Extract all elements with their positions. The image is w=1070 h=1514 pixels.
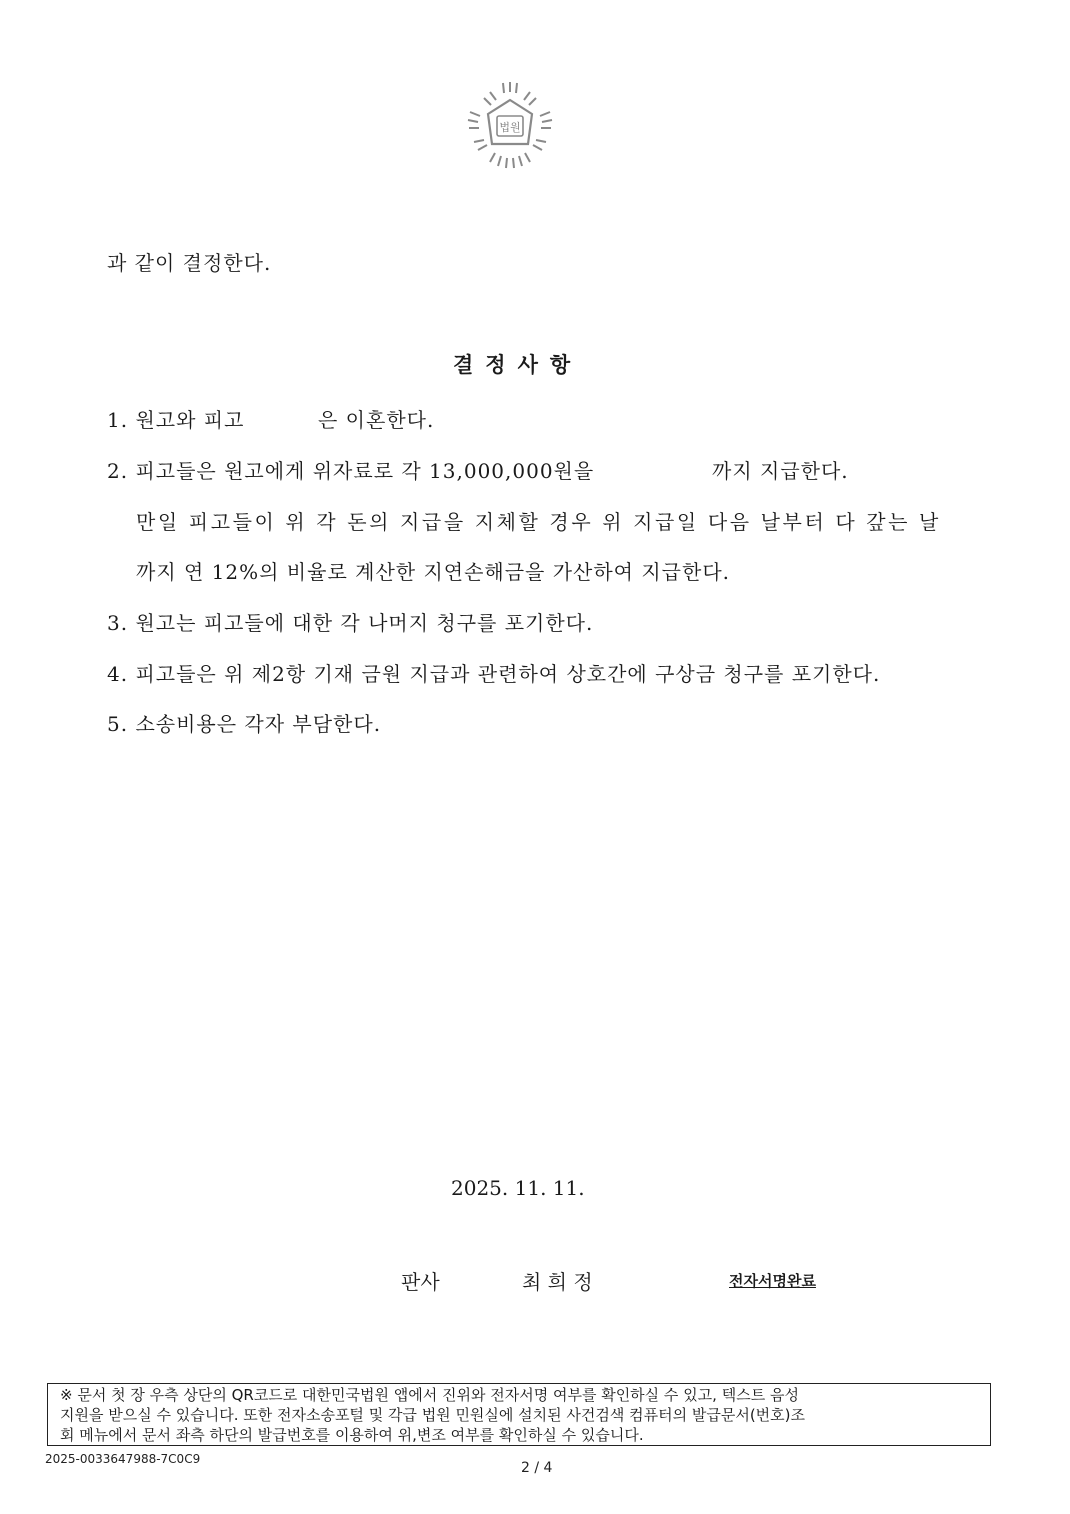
item-2-continuation: 만일 피고들이 위 각 돈의 지급을 지체할 경우 위 지급일 다음 날부터 다 갚는 날 xyxy=(136,510,941,534)
item-number: 4. xyxy=(107,662,129,686)
item-text: 원고는 피고들에 대한 각 나머지 청구를 포기한다. xyxy=(135,611,594,635)
item-number: 2. xyxy=(107,459,129,483)
decision-title: 결정사항 xyxy=(453,352,583,377)
electronic-signature-mark: 전자서명완료 xyxy=(729,1272,816,1290)
item-number: 5. xyxy=(107,712,129,736)
judge-title: 판사 xyxy=(401,1270,440,1294)
intro-text: 과 같이 결정한다. xyxy=(107,251,272,275)
item-text: 피고들은 위 제2항 기재 금원 지급과 관련하여 상호간에 구상금 청구를 포기한다. xyxy=(135,662,881,686)
notice-line: 회 메뉴에서 문서 좌측 하단의 발급번호를 이용하여 위,변조 여부를 확인하실 수 있습니다. xyxy=(60,1426,644,1444)
issue-number: 2025-0033647988-7C0C9 xyxy=(45,1452,201,1466)
seal-text: 법원 xyxy=(499,121,521,134)
item-2-continuation: 까지 연 12%의 비율로 계산한 지연손해금을 가산하여 지급한다. xyxy=(136,560,730,584)
judge-name: 최 희 정 xyxy=(522,1270,593,1294)
page-number: 2 / 4 xyxy=(521,1460,553,1476)
item-2-tail: 까지 지급한다. xyxy=(712,459,849,483)
item-3 xyxy=(107,607,593,636)
court-seal-emblem xyxy=(460,78,560,174)
item-4 xyxy=(107,658,880,687)
notice-line: ※ 문서 첫 장 우측 상단의 QR코드로 대한민국법원 앱에서 진위와 전자서명 여부를 확인하실 수 있고, 텍스트 음성 xyxy=(60,1386,799,1404)
item-2 xyxy=(107,455,594,484)
notice-line: 지원을 받으실 수 있습니다. 또한 전자소송포털 및 각급 법원 민원실에 설치된 사건검색 컴퓨터의 발급문서(번호)조 xyxy=(60,1406,806,1424)
decision-date: 2025. 11. 11. xyxy=(451,1176,585,1200)
item-1-tail: 은 이혼한다. xyxy=(318,408,435,432)
item-number: 1. xyxy=(107,408,129,432)
item-text: 원고와 피고 xyxy=(135,408,245,432)
item-5 xyxy=(107,708,381,737)
item-1 xyxy=(107,404,244,433)
item-number: 3. xyxy=(107,611,129,635)
item-text: 소송비용은 각자 부담한다. xyxy=(135,712,382,736)
item-text: 피고들은 원고에게 위자료로 각 13,000,000원을 xyxy=(135,459,595,483)
verification-notice xyxy=(47,1383,991,1446)
